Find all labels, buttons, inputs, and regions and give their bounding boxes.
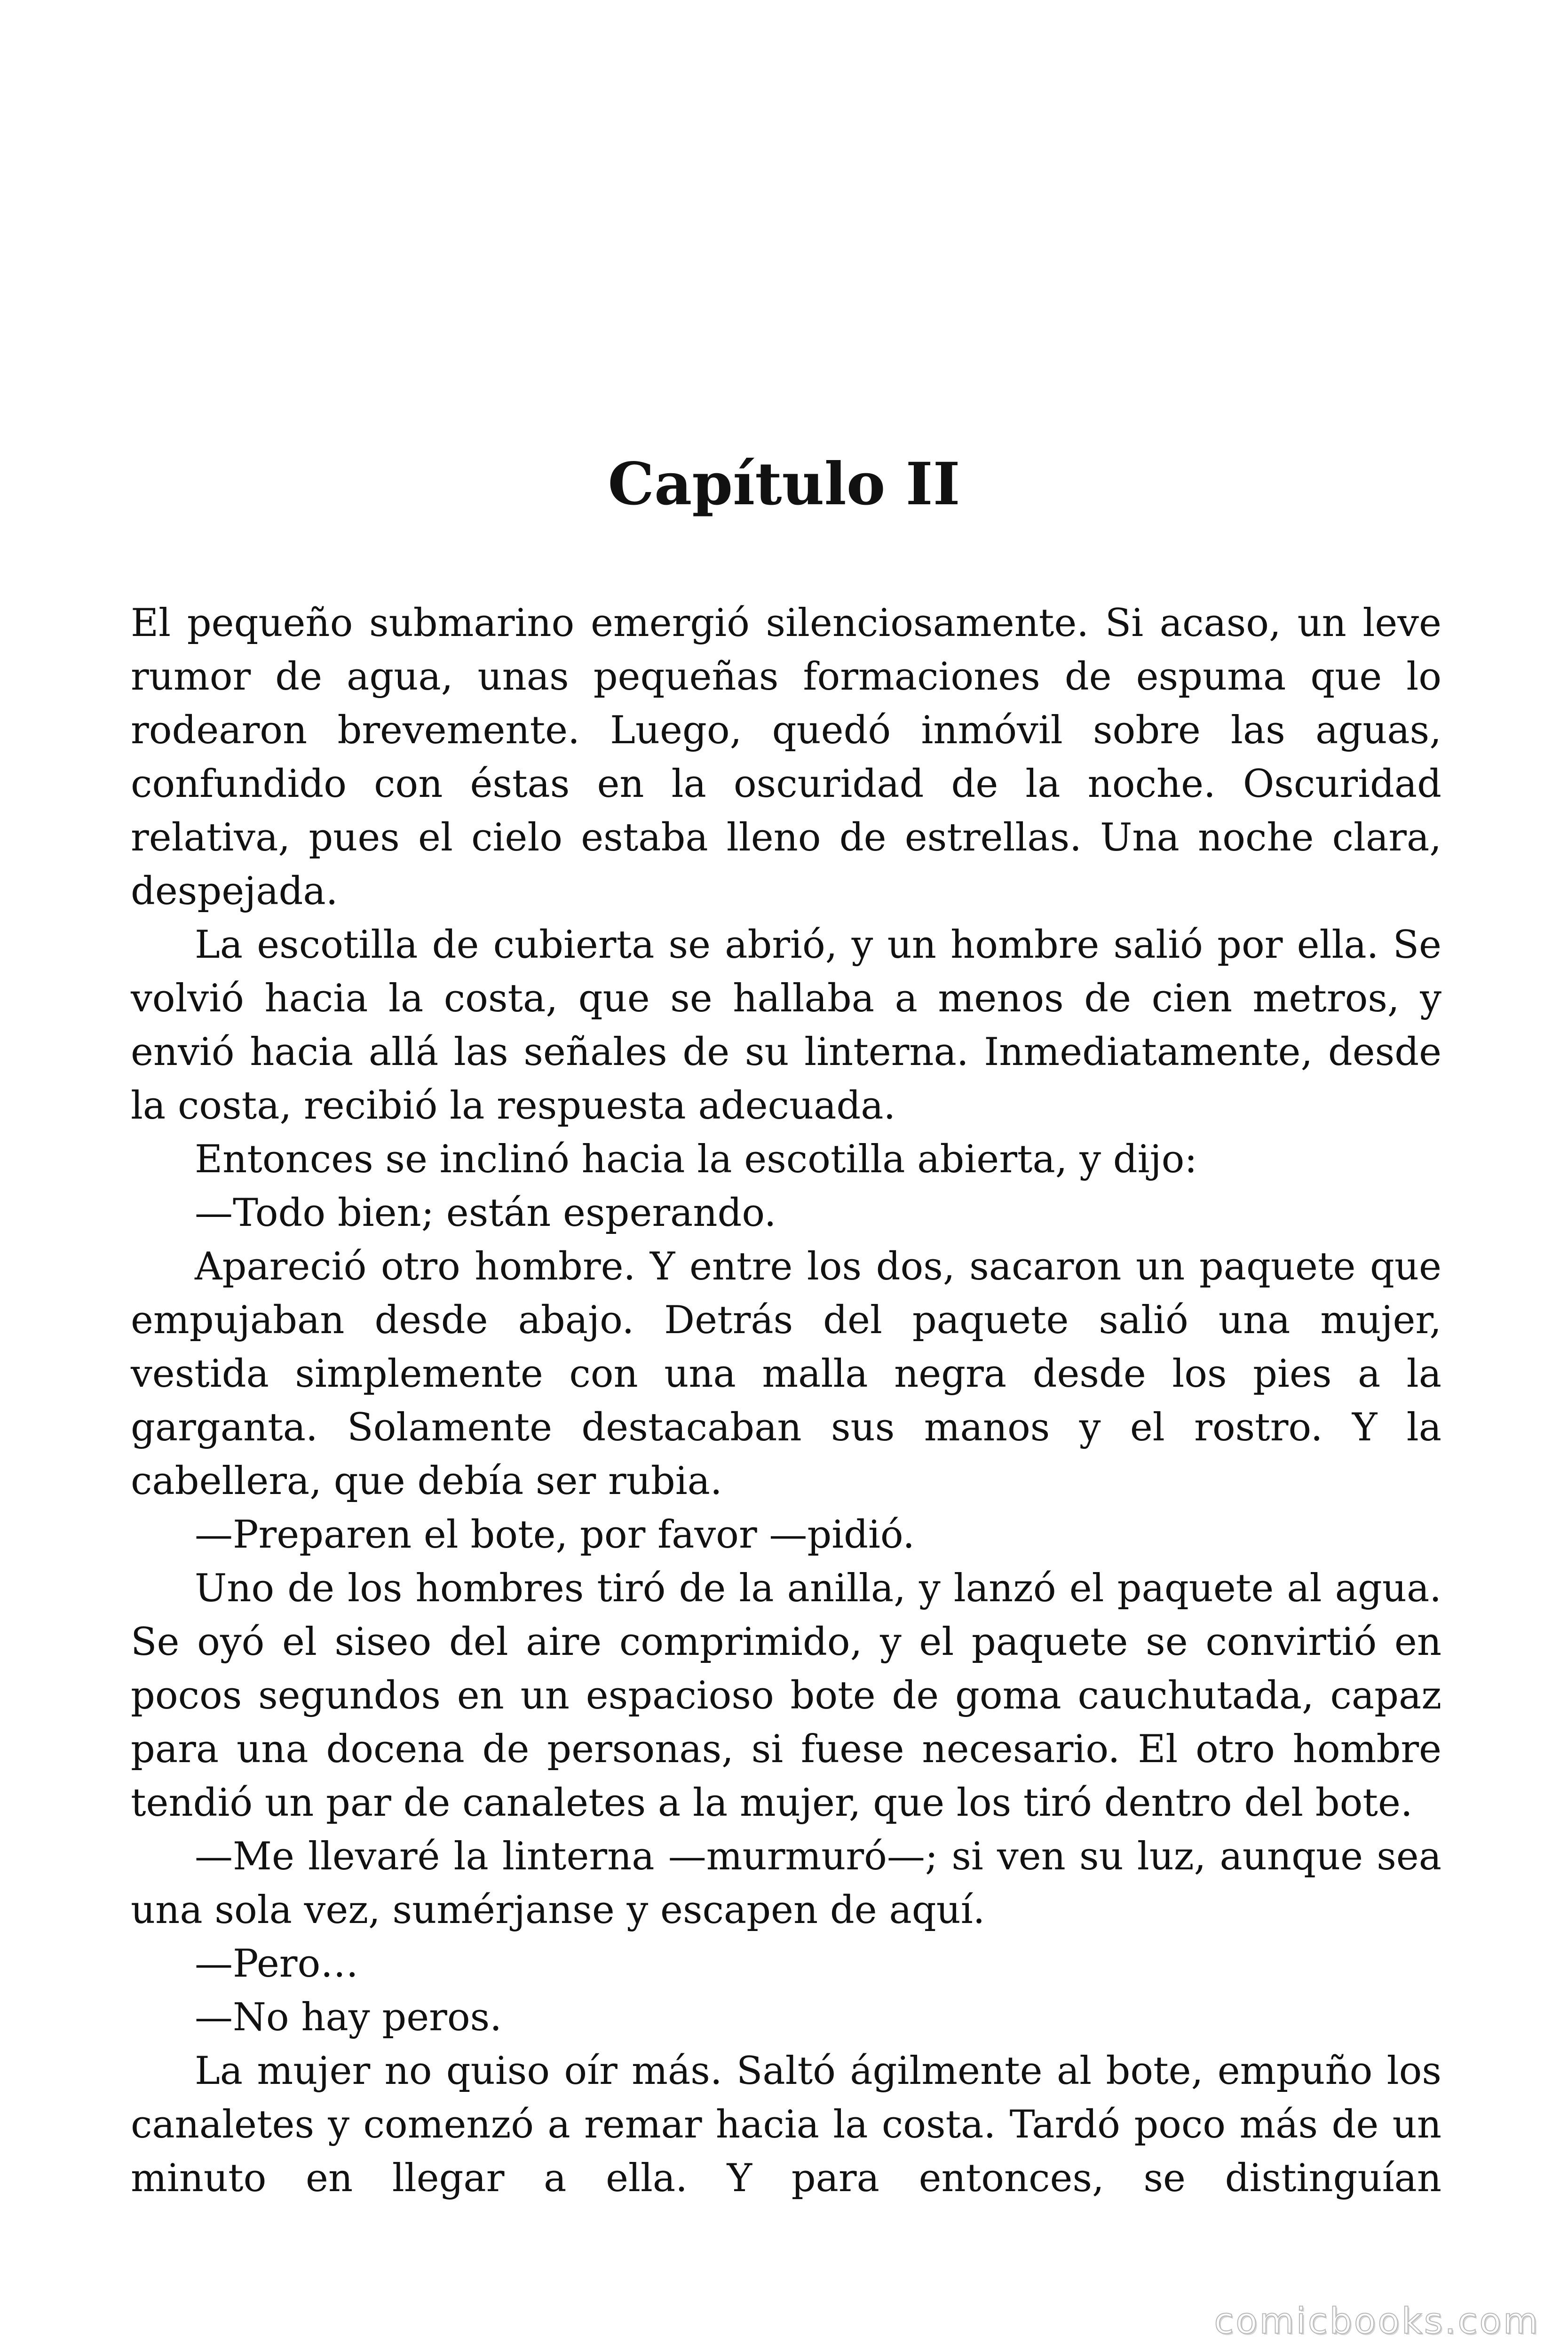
chapter-title: Capítulo II xyxy=(608,450,960,518)
watermark: comicbooks.com xyxy=(1214,2300,1540,2342)
paragraph: La mujer no quiso oír más. Saltó ágilmente al bote, empuño los canaletes y comenzó a remar hacia la costa. Tardó poco más de un minuto en llegar a ella. Y para entonces, se distinguían xyxy=(131,2049,1441,2201)
dialogue-line: —Preparen el bote, por favor —pidió. xyxy=(195,1513,915,1557)
dialogue-line: —Pero… xyxy=(195,1942,359,1986)
paragraph: Uno de los hombres tiró de la anilla, y lanzó el paquete al agua. Se oyó el siseo del aire comprimido, y el paquete se convirtió en pocos segundos en un espacioso bote de goma cauchutada, capaz para una docena de personas, si fuese necesario. El otro hombre tendió un par de canaletes a la mujer, que los tiró dentro del bote. xyxy=(131,1566,1441,1825)
dialogue-line: —No hay peros. xyxy=(195,1995,502,2040)
paragraph: El pequeño submarino emergió silenciosamente. Si acaso, un leve rumor de agua, unas pequeñas formaciones de espuma que lo rodearon brevemente. Luego, quedó inmóvil sobre las aguas, confundido con éstas en la oscuridad de la noche. Oscuridad relativa, pues el cielo estaba lleno de estrellas. Una noche clara, despejada. xyxy=(131,601,1441,914)
paragraph: La escotilla de cubierta se abrió, y un hombre salió por ella. Se volvió hacia la costa, que se hallaba a menos de cien metros, y envió hacia allá las señales de su linterna. Inmediatamente, desde la costa, recibió la respuesta adecuada. xyxy=(131,923,1441,1128)
dialogue-line: —Todo bien; están esperando. xyxy=(195,1191,776,1235)
paragraph: Entonces se inclinó hacia la escotilla abierta, y dijo: xyxy=(195,1137,1197,1182)
dialogue-line: —Me llevaré la linterna —murmuró—; si ven su luz, aunque sea una sola vez, sumérjanse y escapen de aquí. xyxy=(131,1835,1441,1932)
paragraph: Apareció otro hombre. Y entre los dos, sacaron un paquete que empujaban desde abajo. Detrás del paquete salió una mujer, vestida simplemente con una malla negra desde los pies a la garganta. Solamente destacaban sus manos y el rostro. Y la cabellera, que debía ser rubia. xyxy=(131,1245,1441,1503)
chapter-body xyxy=(131,596,1441,2205)
